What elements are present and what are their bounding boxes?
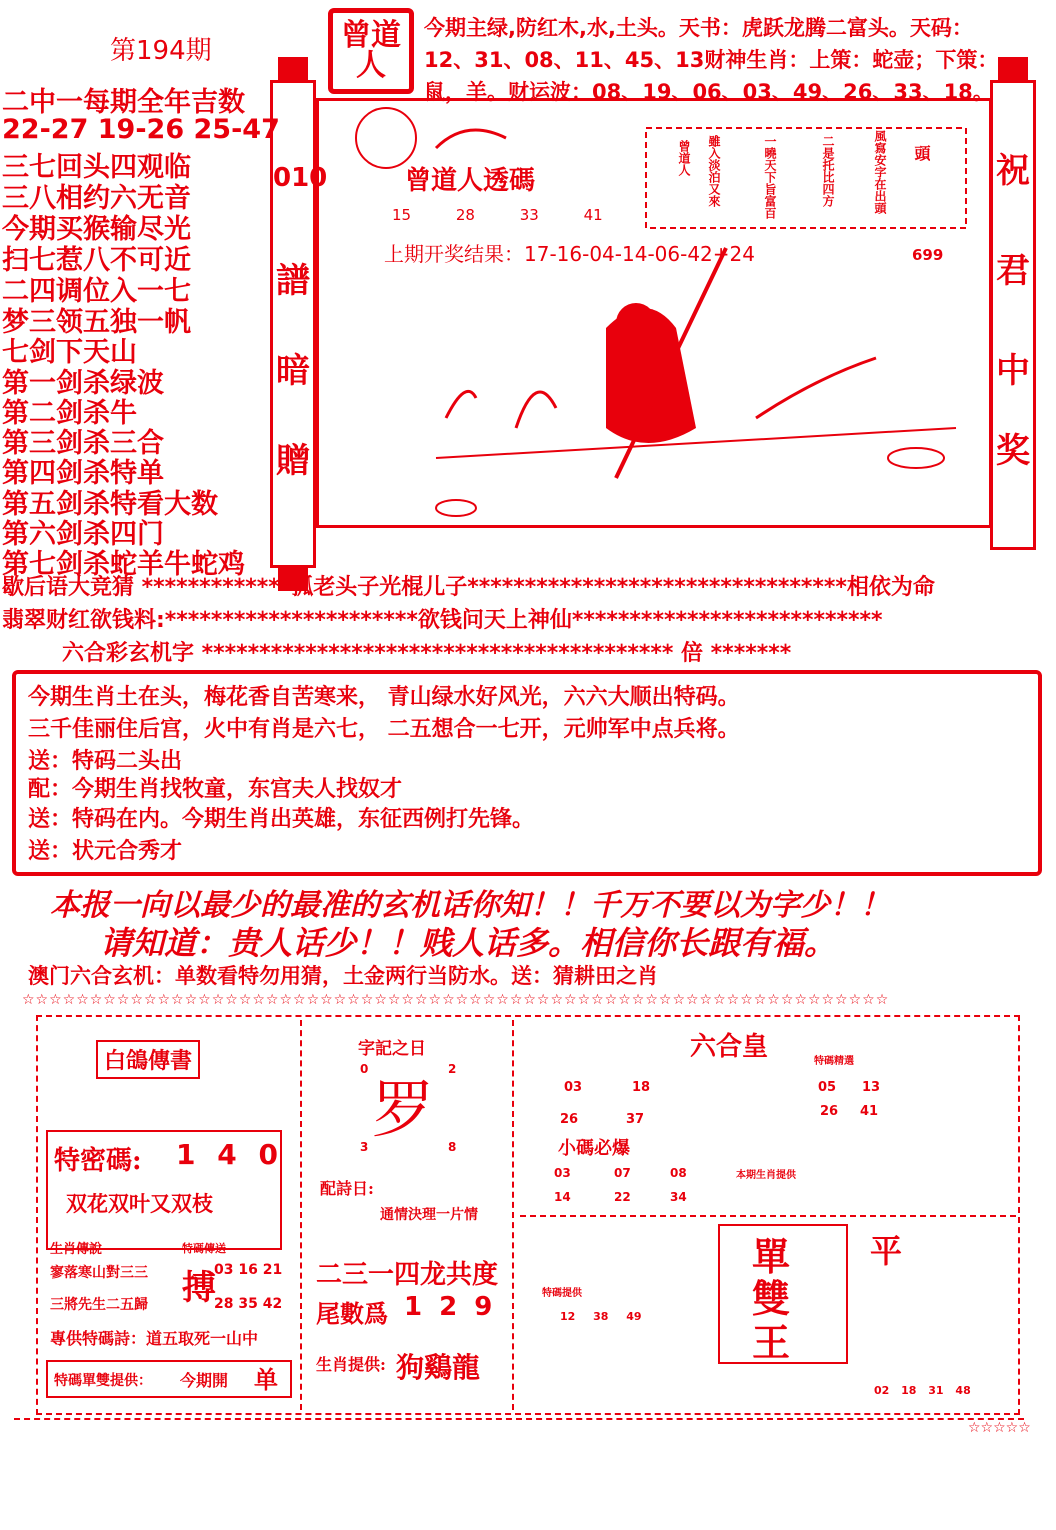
number-cell: 18 xyxy=(632,1080,651,1095)
special-numbers: 1 4 0 xyxy=(176,1138,284,1171)
special-poem-hint: 專供特碼詩：道五取死一山中 xyxy=(50,1329,259,1348)
divider xyxy=(512,1020,514,1410)
seal-stamp: 曾道人 xyxy=(328,8,414,94)
side-column: 一曉天下旨富百 xyxy=(763,135,777,219)
divider xyxy=(300,1020,302,1410)
header-line-1: 今期主绿,防红木,水,土头。天书：虎跃龙腾二富头。天码： xyxy=(424,16,973,40)
king-char: 單 xyxy=(752,1234,791,1279)
left-line: 梦三领五独一帆 xyxy=(2,307,191,338)
slogan-line-2: 请知道：贵人话少！！贱人话多。相信你长跟有福。 xyxy=(100,924,837,962)
left-line: 二四调位入一七 xyxy=(2,276,191,307)
scroll-left-char: 譜 xyxy=(276,261,310,301)
left-line: 三七回头四观临 xyxy=(2,152,191,183)
white-pigeon-title: 白鴿傳書 xyxy=(96,1040,200,1079)
number-cell: 37 xyxy=(626,1112,645,1127)
side-column: 曾道人 xyxy=(677,140,691,176)
small-label: 本期生肖提供 xyxy=(736,1170,796,1181)
slogan-line-1: 本报一向以最少的最准的玄机话你知！！千万不要以为字少！！ xyxy=(50,888,890,923)
left-line: 第二剑杀牛 xyxy=(2,398,137,429)
issue-number: 第194期 xyxy=(110,36,212,66)
left-line: 扫七惹八不可近 xyxy=(2,245,191,276)
side-column: 雖入淡泊又來 xyxy=(707,135,721,207)
single-double-value: 今期開 xyxy=(180,1371,229,1390)
scroll-left xyxy=(270,80,328,568)
left-line: 第六剑杀四门 xyxy=(2,519,164,550)
numbers-row: 28 35 42 xyxy=(214,1296,283,1312)
king-char: 雙 xyxy=(752,1276,791,1321)
side-column: 頭 xyxy=(912,145,931,161)
number-cell: 14 xyxy=(554,1190,571,1204)
number-cell: 34 xyxy=(670,1190,687,1204)
corner-digit: 3 xyxy=(360,1140,369,1154)
number-cell: 08 xyxy=(670,1166,687,1180)
scroll-right-char: 君 xyxy=(996,251,1030,291)
left-line: 第四剑杀特单 xyxy=(2,458,164,489)
match-poem: 通情決理一片情 xyxy=(380,1207,478,1223)
zodiac-label: 生肖提供: xyxy=(316,1355,386,1374)
flower-line: 双花双叶又双枝 xyxy=(66,1191,213,1216)
king-char: 王 xyxy=(752,1320,791,1365)
poem-line: 送：状元合秀才 xyxy=(28,839,183,864)
zodiac-values: 狗鷄龍 xyxy=(396,1351,481,1384)
number-cell: 22 xyxy=(614,1190,631,1204)
legend-line: 三將先生二五歸 xyxy=(50,1297,148,1313)
last-draw-result: 上期开奖结果：17-16-04-14-06-42+24 xyxy=(384,242,755,266)
left-line: 第五剑杀特看大数 xyxy=(2,489,218,520)
riddle-row: 歇后语大竞猜 *************孤老头子光棍儿子*********************************相依为命 xyxy=(2,575,935,600)
poem-line: 送：特码在内。今期生肖出英雄，东征西例打先锋。 xyxy=(28,807,535,832)
single-double-label: 特碼單雙提供： xyxy=(54,1373,152,1389)
number-cell: 05 xyxy=(818,1080,837,1095)
scroll-left-char: 010 xyxy=(273,163,328,193)
small-code-label: 小碼必爆 xyxy=(558,1138,630,1159)
star-border: ☆☆☆☆☆☆☆☆☆☆☆☆☆☆☆☆☆☆☆☆☆☆☆☆☆☆☆☆☆☆☆☆☆☆☆☆☆☆☆☆☆☆☆☆☆☆☆☆☆☆☆☆☆☆☆☆☆☆☆☆☆☆☆☆ xyxy=(22,992,890,1008)
corner-digit: 2 xyxy=(448,1062,457,1076)
match-poem-label: 配詩日: xyxy=(320,1179,374,1198)
number-cell: 03 xyxy=(554,1166,571,1180)
scroll-cap xyxy=(998,57,1028,81)
number-cell: 26 xyxy=(820,1104,839,1119)
poem-line: 配：今期生肖找牧童，东宫夫人找奴才 xyxy=(28,777,403,802)
left-line: 今期买猴输尽光 xyxy=(2,214,191,245)
numbers-row: 03 16 21 xyxy=(214,1262,283,1278)
corner-digit: 8 xyxy=(448,1140,457,1154)
number-cell: 03 xyxy=(564,1080,583,1095)
scroll-right-char: 中 xyxy=(996,351,1030,391)
bottom-numbers: 02 18 31 48 xyxy=(874,1384,971,1397)
jade-row: 翡翠财红欲钱料:**********************欲钱问天上神仙*************************** xyxy=(2,608,883,633)
xuanji-row: 六合彩玄机字 ***************************************** 倍 ******* xyxy=(62,641,792,666)
liuhe-title: 六合皇 xyxy=(690,1032,769,1062)
macau-hint: 澳门六合玄机：单数看特勿用猜，土金两行当防水。送：猜耕田之肖 xyxy=(28,964,658,988)
small-label: 特碼精選 xyxy=(814,1056,854,1067)
scroll-right xyxy=(990,80,1036,550)
single-double-result: 单 xyxy=(254,1366,278,1394)
legend-title: 生肖傳說 xyxy=(50,1242,103,1257)
small-label: 特碼提供 xyxy=(542,1288,582,1299)
poem-line: 三千佳丽住后宫，火中有肖是六七， 二五想合一七开，元帅军中点兵将。 xyxy=(28,717,740,742)
big-character: 罗 xyxy=(372,1073,435,1146)
header-line-2: 12、31、08、11、45、13财神生肖：上策：蛇壶；下策： xyxy=(424,48,999,72)
picture-numbers: 15 28 33 41 xyxy=(392,206,603,224)
flat-char: 平 xyxy=(870,1232,903,1270)
left-line: 七剑下天山 xyxy=(2,337,137,368)
poem-line: 送：特码二头出 xyxy=(28,749,183,774)
last-draw-extra: 699 xyxy=(912,246,944,264)
left-line: 第七剑杀蛇羊牛蛇鸡 xyxy=(2,549,245,580)
header-line-3: 鼠，羊。财运波：08、19、06、03、49、26、33、18。 xyxy=(424,80,994,104)
corner-digit: 0 xyxy=(360,1062,369,1076)
scroll-right-char: 祝 xyxy=(996,151,1030,191)
special-label: 特密碼: xyxy=(54,1146,142,1176)
date-char-header: 字記之日 xyxy=(358,1039,426,1059)
number-cell: 13 xyxy=(862,1080,881,1095)
left-line: 第三剑杀三合 xyxy=(2,428,164,459)
scroll-left-char: 暗 xyxy=(276,351,310,391)
left-line: 22-27 19-26 25-47 xyxy=(2,114,280,145)
divider xyxy=(520,1215,1016,1217)
scroll-cap xyxy=(278,57,308,81)
poem-line: 今期生肖土在头，梅花香自苦寒来， 青山绿水好风光，六六大顺出特码。 xyxy=(28,685,740,710)
tail-label: 尾數爲 xyxy=(316,1299,388,1328)
number-cell: 26 xyxy=(560,1112,579,1127)
number-cell: 07 xyxy=(614,1166,631,1180)
side-column: 風寫安字在出頭 xyxy=(873,130,887,214)
number-cell: 41 xyxy=(860,1104,879,1119)
picture-title: 曾道人透碼 xyxy=(405,166,536,196)
side-column: 二是托比四方 xyxy=(821,135,835,207)
bottom-border xyxy=(14,1418,1024,1420)
legend-line: 寥落寒山對三三 xyxy=(50,1265,148,1281)
scroll-left-char: 贈 xyxy=(276,441,310,481)
left-line: 二中一每期全年吉数 xyxy=(2,87,245,118)
ball-numbers: 12 38 49 xyxy=(560,1310,642,1323)
box-label: 特碼傳送 xyxy=(182,1242,226,1255)
fight-char: 搏 xyxy=(182,1268,216,1308)
tail-numbers: 1 2 9 xyxy=(404,1292,497,1322)
left-line: 第一剑杀绿波 xyxy=(2,368,164,399)
dragon-line: 二三一四龙共度 xyxy=(316,1260,499,1290)
left-line: 三八相约六无音 xyxy=(2,183,191,214)
star-border-end: ☆☆☆☆☆ xyxy=(968,1420,1031,1436)
scroll-right-char: 奖 xyxy=(996,431,1030,471)
